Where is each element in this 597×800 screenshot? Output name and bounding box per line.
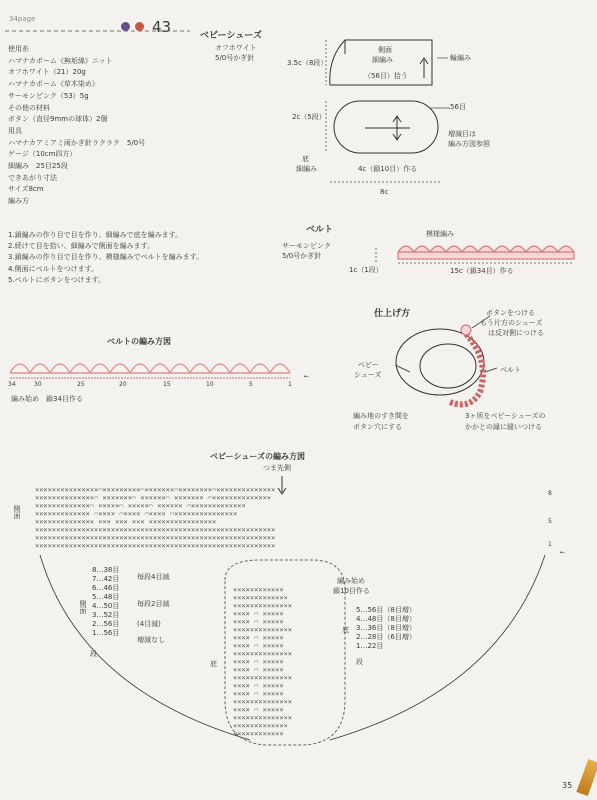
note1: 増減目は	[448, 130, 476, 138]
sole-label: 底	[302, 155, 309, 163]
belt-tick: 34	[8, 381, 16, 388]
finish-button3: は反対側につける	[488, 329, 544, 337]
belt-tick: 20	[119, 381, 127, 388]
belt-tick: 25	[77, 381, 85, 388]
finish-belt: ベルト	[500, 366, 521, 374]
finish-button1: ボタンをつける	[486, 309, 535, 317]
purple-button-icon	[121, 22, 130, 31]
start-label1: 編み始め	[337, 577, 365, 585]
requirements-list	[8, 44, 145, 208]
finish-button2: もう片方のシューズ	[480, 319, 543, 327]
sole-center-label: 底	[210, 660, 217, 668]
finish-shoes2: シューズ	[354, 371, 382, 379]
belt-hook: 5/0号かぎ針	[282, 252, 322, 260]
belt-chain: 15c（鎖34目）作る	[450, 267, 514, 275]
shoe-chart-title: ベビーシューズの編み方図	[210, 452, 305, 461]
chain-label: 4c（鎖10目）作る	[358, 165, 418, 173]
req-item: サーモンピンク（53）5g	[8, 91, 89, 100]
page-number: 35	[562, 781, 573, 790]
finish-title: 仕上げ方	[374, 309, 411, 319]
belt-tick: 10	[206, 381, 214, 388]
step-item: 2.続けて目を拾い、細編みで側面を編みます。	[8, 242, 155, 251]
req-item: ハマナカポーム《無垢綿》ニット	[8, 56, 113, 65]
pattern-title: ベビーシューズ	[200, 31, 262, 41]
orange-button-icon	[135, 22, 144, 31]
stitch-grid: ×××××××××××××××⌒×××××××××⌒×××××××⌒××××××××⌒×××××××××××××× ××××××××××××××⌒ ×××××××⌒ ××××××⌒ ××××××× ⌒×××××××××××××× ×××××××××××××⌒ ×××××⌒ ×××××⌒ ×××××× ⌒××××××××××××× ××××××××××××× ⌒×××× ⌒×××× ⌒×××× ⌒××××××××××××××× ×××××××××××××× ××× ××× ××× ×××××××××××××××× ××××××××××××××××××××××××××××××××××××××××××××××××××××××××× ××××××××××××××××××××××××××××××××××××××××××××××××××××××××× ×××××××××××××××××××××××××××××××××××××××××××××××××××××××××	[35, 486, 276, 550]
dan-label-sole: 段	[356, 658, 363, 666]
pickup-label: （56目）拾う	[364, 72, 408, 80]
side-note: 毎段2目減	[137, 600, 170, 608]
finish-sew1: 3ヶ所をベビーシューズの	[465, 412, 546, 420]
side-vertical: 側面	[79, 600, 87, 614]
pattern-number: 43	[152, 18, 172, 36]
belt-height: 1c（1段）	[349, 266, 383, 274]
dim-side: 3.5c（8段）	[287, 59, 328, 67]
ring-label: 輪編み	[450, 54, 471, 62]
row-arrow-icon: ←	[560, 549, 566, 556]
req-item: ゲージ（10cm四方）	[8, 150, 77, 159]
req-item: ハマナカポーム《草木染め》	[8, 80, 99, 89]
req-item: サイズ8cm	[8, 185, 44, 194]
side-label: 側面	[378, 46, 392, 54]
page-tag: 34page	[9, 15, 36, 23]
belt-tick: 15	[163, 381, 171, 388]
toe-label: つま先側	[263, 464, 291, 472]
row-num: 5	[548, 518, 552, 525]
row-num: 1	[548, 541, 552, 548]
belt-tick: 30	[34, 381, 42, 388]
side-note: 増減なし	[137, 636, 165, 644]
step-item: 5.ベルトにボタンをつけます。	[8, 275, 106, 284]
req-item: できあがり寸法	[8, 173, 57, 182]
shoe-hook: 5/0号かぎ針	[215, 54, 255, 62]
side-note: 毎段4目減	[137, 573, 170, 581]
step-item: 1.鎖編みの作り目で目を作り、細編みで底を編みます。	[8, 231, 183, 239]
req-item: 使用糸	[8, 45, 29, 53]
belt-start: 編み始め 鎖34目作る	[11, 395, 83, 403]
req-item: その他の材料	[8, 103, 50, 112]
belt-pattern: 模様編み	[426, 230, 454, 238]
dan-label: 段	[90, 650, 97, 658]
sole-stitch-grid: ×××××××××××× ××××××××××××× ×××××××××××××× ×××× ⌒ ××××× ×××× ⌒ ××××× ×××××××××××××× ×××× ⌒ ××××× ×××× ⌒ ××××× ×××××××××××××× ×××× ⌒ ××××× ×××× ⌒ ××××× ×××××××××××××× ×××× ⌒ ××××× ×××× ⌒ ××××× ×××××××××××××× ×××× ⌒ ××××× ×××××××××××××× ××××××××××××× ××××××××××××	[233, 586, 293, 738]
finish-sew2: かかとの縁に縫いつける	[465, 423, 542, 431]
sole-stitch: 細編み	[296, 165, 317, 173]
side-note: (4目減)	[137, 620, 161, 628]
side-table: 8…38目 7…42目 6…46目 5…48目 4…50目 3…52目 2…56目 1…56目	[92, 566, 120, 637]
sole-vertical: 底	[342, 626, 349, 634]
row-arrow-icon: ←	[304, 373, 310, 380]
side-vertical-label: 側面	[13, 505, 21, 519]
step-item: 3.鎖編みの作り目で目を作り、模様編みでベルトを編みます。	[8, 253, 204, 262]
shoe-yarn: オフホワイト	[215, 44, 257, 52]
belt-tick: 1	[288, 381, 292, 388]
side-stitch: 細編み	[372, 56, 393, 64]
count-56: 56目	[450, 103, 466, 111]
req-item: オフホワイト（21）20g	[8, 68, 86, 77]
belt-yarn: サーモンピンク	[282, 242, 331, 250]
req-item: 用具	[8, 126, 22, 135]
req-item: 細編み 25目25段	[8, 162, 68, 171]
belt-tick: 5	[249, 381, 253, 388]
finish-hole2: ボタン穴にする	[353, 423, 402, 431]
belt-chart-title: ベルトの編み方図	[107, 337, 171, 346]
start-label2: 鎖10目作る	[333, 587, 370, 595]
sole-table: 5…56目（8目増） 4…48目（8目増） 3…36目（8目増） 2…28目（6目増） 1…22目	[356, 606, 416, 650]
note2: 編み方図参照	[448, 140, 490, 148]
steps-list	[8, 230, 203, 286]
req-item: 編み方	[8, 197, 29, 206]
belt-title: ベルト	[306, 225, 334, 235]
step-item: 4.側面にベルトをつけます。	[8, 264, 99, 273]
row-num: 8	[548, 490, 552, 497]
finish-shoes1: ベビー	[358, 361, 379, 369]
finish-hole1: 編み地のすき間を	[353, 412, 409, 420]
req-item: ボタン（直径9mmの球体）2個	[8, 115, 108, 124]
req-item: ハマナカアミアミ両かぎ針ラクラク 5/0号	[8, 138, 146, 147]
width-label: 8c	[380, 188, 389, 196]
dim-sole: 2c（5段）	[292, 113, 326, 121]
